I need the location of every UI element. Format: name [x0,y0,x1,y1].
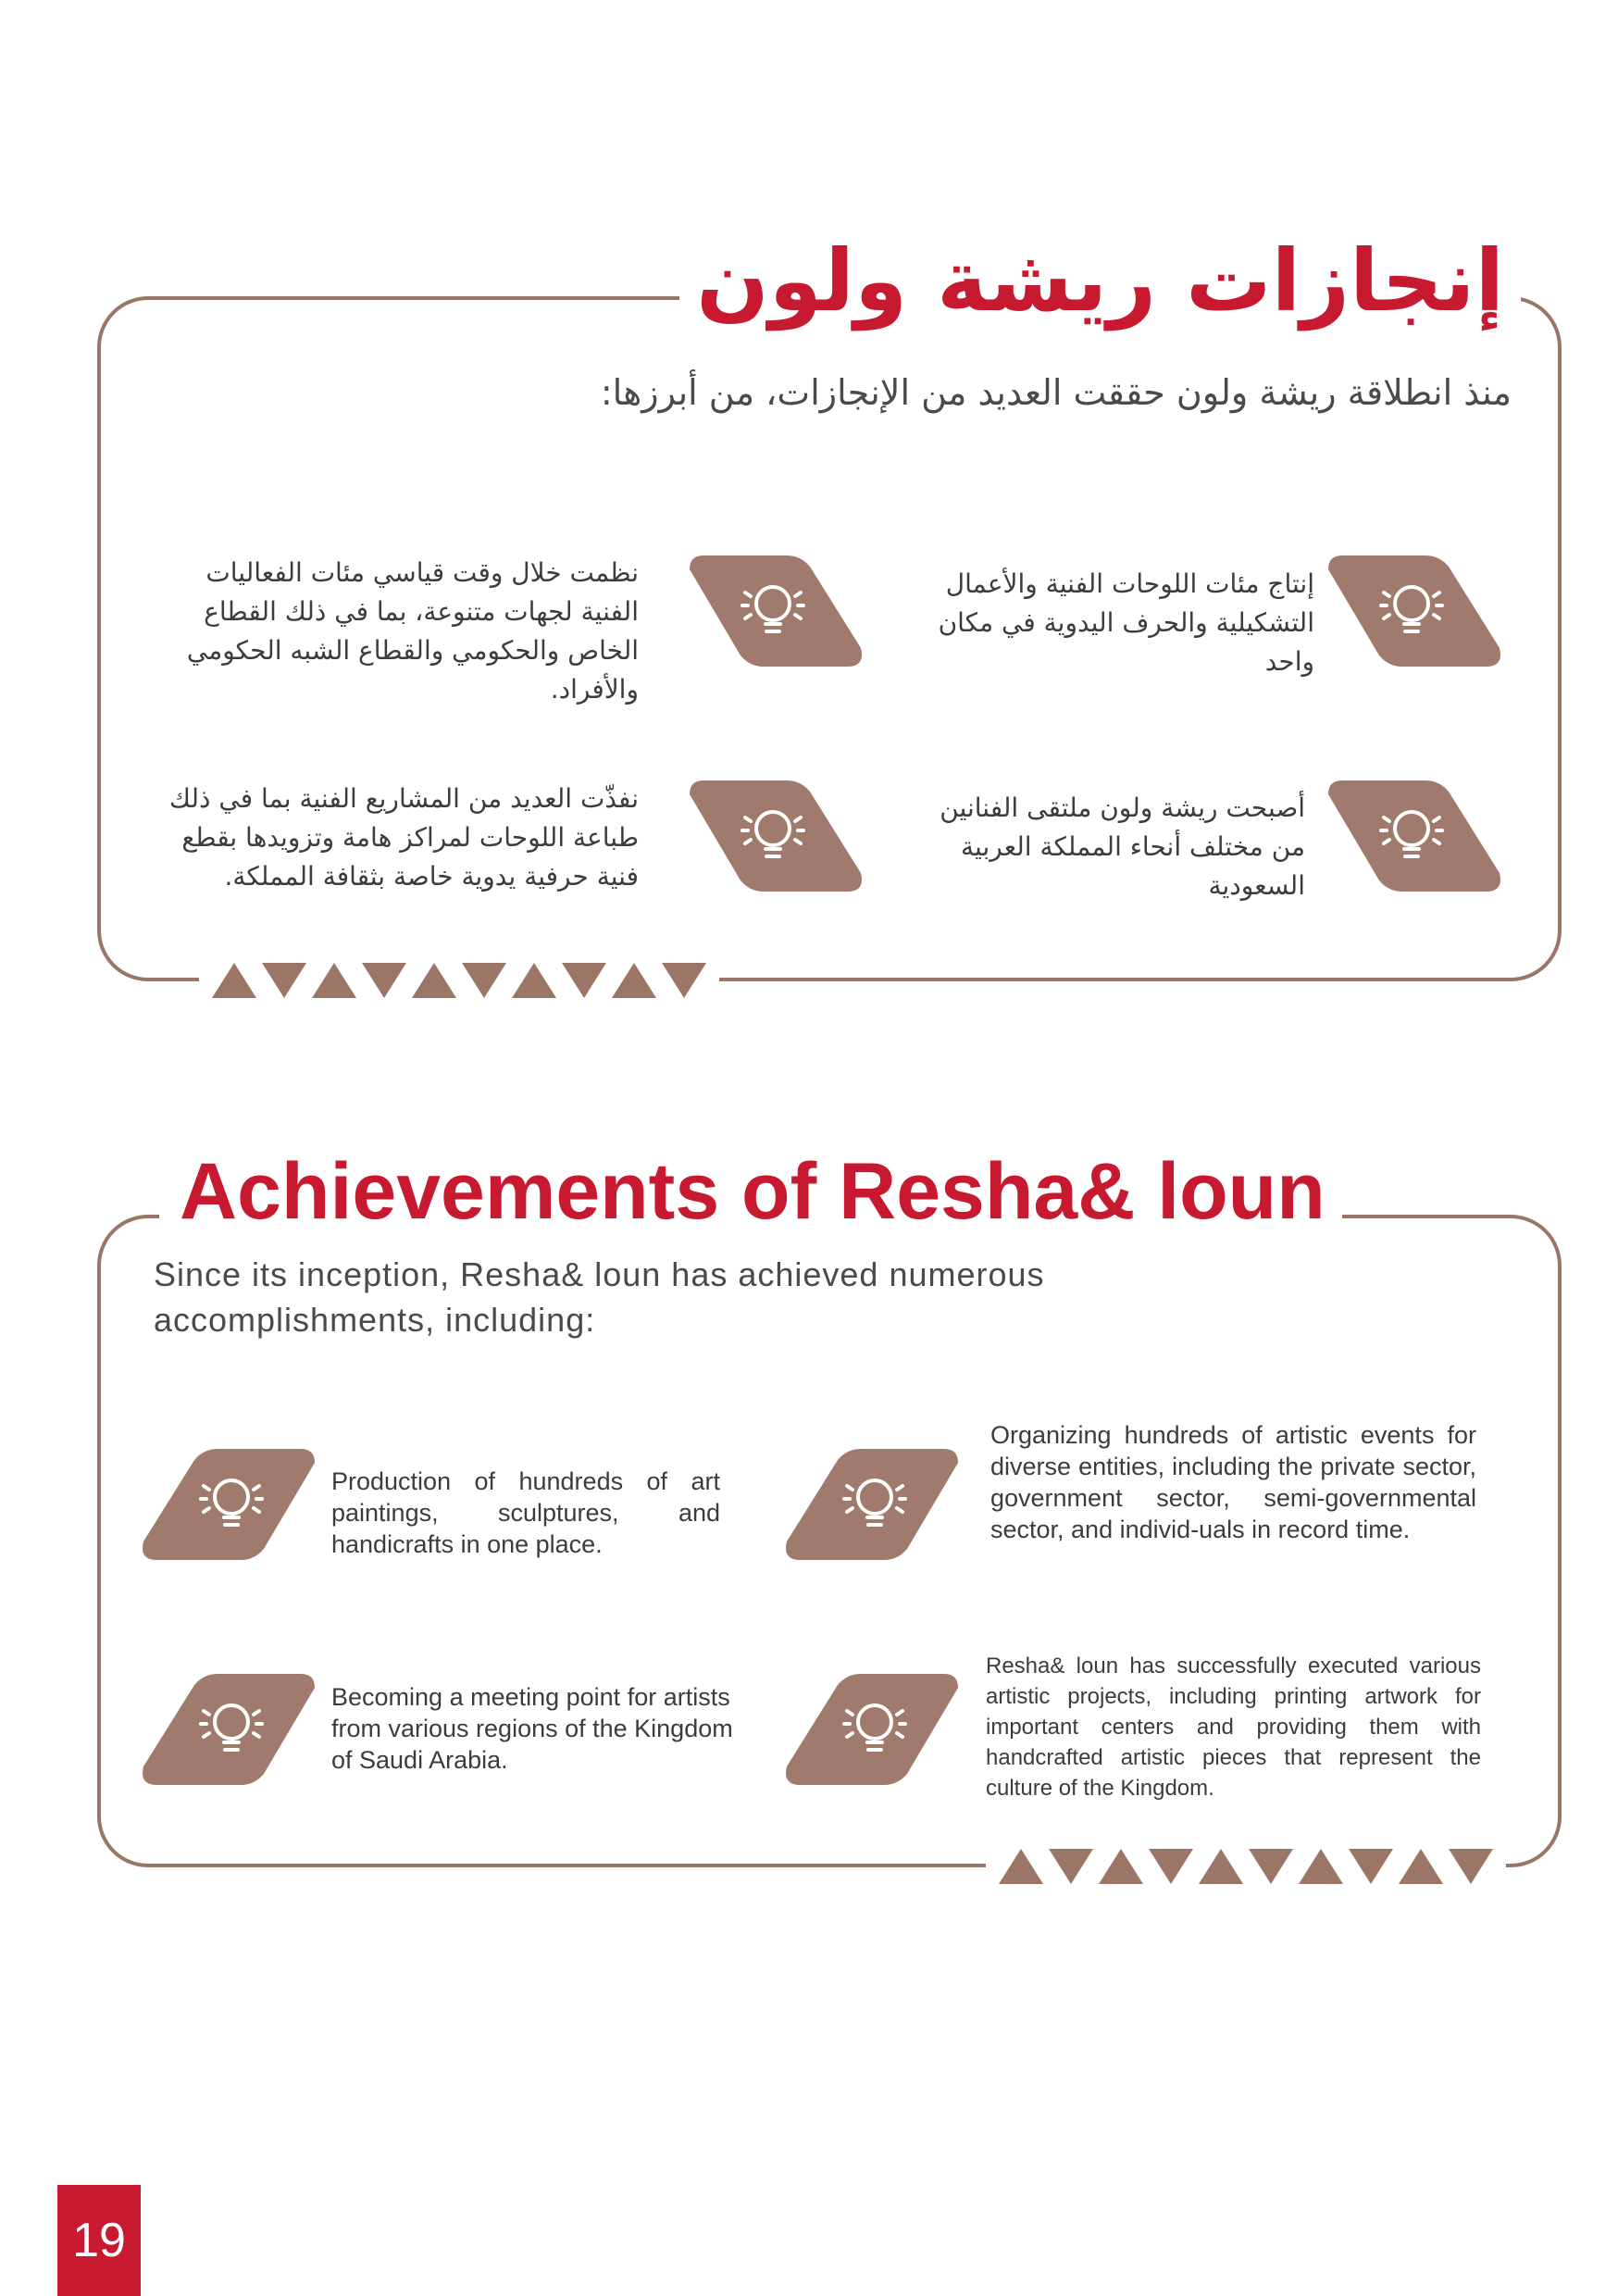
arabic-item-2: نظمت خلال وقت قياسي مئات الفعاليات الفنية لجهات متنوعة، بما في ذلك القطاع الخاص والحكومي والقطاع الشبه الحكومي والأفراد. [186,557,639,705]
english-item-2: Organizing hundreds of artistic events for diverse entities, including the private sector, government sector, semi-governmental sector, and individ-uals in record time. [990,1421,1476,1543]
english-section-intro: Since its inception, Resha& loun has achieved numerous accomplishments, including: [154,1255,1045,1339]
arabic-item-1: إنتاج مئات اللوحات الفنية والأعمال التشكيلية والحرف اليدوية في مكان واحد [938,568,1314,677]
english-item-4: Resha& loun has successfully executed various artistic projects, including printing artwork for important centers and providing them with handcrafted artistic pieces that represent the culture of the Kingdom. [986,1653,1481,1801]
lightbulb-icon [1319,555,1504,667]
lightbulb-icon [139,1674,324,1785]
english-section-title: Achievements of Resha& loun [159,1146,1342,1238]
english-item-3: Becoming a meeting point for artists from various regions of the Kingdom of Saudi Arabia. [331,1683,733,1774]
arabic-item-3: أصبحت ريشة ولون ملتقى الفنانين من مختلف أنحاء المملكة العربية السعودية [940,792,1305,901]
triangle-ornament [986,1849,1506,1884]
lightbulb-icon [782,1674,967,1785]
page-number: 19 [57,2185,141,2296]
lightbulb-icon [139,1449,324,1560]
arabic-section-intro: منذ انطلاقة ريشة ولون حققت العديد من الإنجازات، من أبرزها: [600,372,1512,413]
english-item-1: Production of hundreds of art paintings, sculptures, and handicrafts in one place. [331,1467,720,1558]
arabic-section-title: إنجازات ريشة ولون [679,231,1521,331]
lightbulb-icon [1319,780,1504,892]
triangle-ornament [199,963,719,998]
lightbulb-icon [782,1449,967,1560]
lightbulb-icon [680,555,865,667]
lightbulb-icon [680,780,865,892]
arabic-item-4: نفذّت العديد من المشاريع الفنية بما في ذلك طباعة اللوحات لمراكز هامة وتزويدها بقطع فنية حرفية يدوية خاصة بثقافة المملكة. [168,783,639,892]
